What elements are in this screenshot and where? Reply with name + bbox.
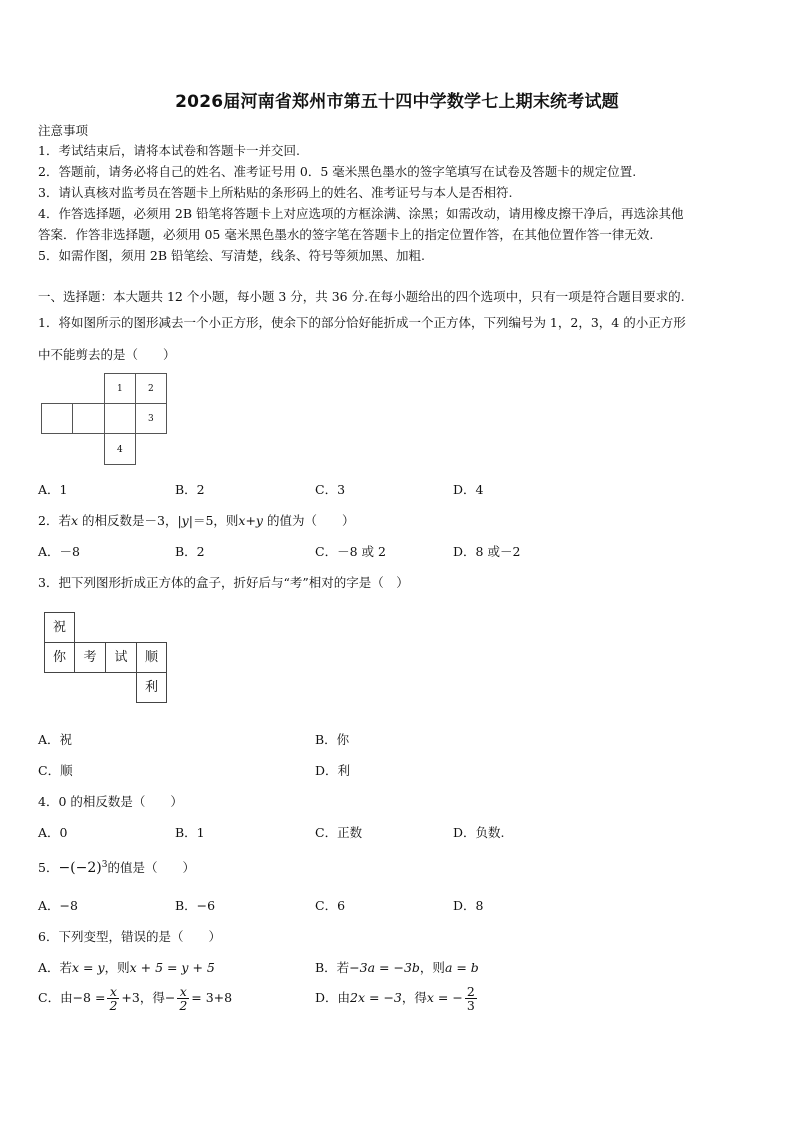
q5-option-c[interactable]: C．6 <box>315 898 346 913</box>
q5-number: 5． <box>38 860 59 875</box>
fraction-numerator: x <box>177 985 189 999</box>
net-square <box>104 403 136 434</box>
q6-c-math: = 3+8 <box>191 990 233 1006</box>
q2-option-a[interactable]: A．－8 <box>38 544 80 559</box>
q6-a-math: x = y <box>72 960 105 975</box>
q5-option-d[interactable]: D．8 <box>453 898 484 913</box>
q1-stem-line2: 中不能剪去的是（ ） <box>38 347 176 362</box>
net-square <box>41 403 73 434</box>
q3-option-c[interactable]: C．顺 <box>38 763 73 778</box>
q1-option-c[interactable]: C．3 <box>315 482 346 497</box>
q2-var-x: x <box>70 513 79 528</box>
notice-heading: 注意事项 <box>38 123 89 138</box>
fraction-denominator: 2 <box>179 998 188 1014</box>
q1-option-b[interactable]: B．2 <box>175 482 205 497</box>
q6-d-math: x = − <box>426 990 463 1006</box>
q6-d-mid: ，得 <box>401 990 427 1006</box>
q3-option-d[interactable]: D．利 <box>315 763 351 778</box>
net-square-3 <box>135 403 167 434</box>
q6-c-math: −8 = <box>72 990 106 1006</box>
q6-option-b[interactable] <box>315 958 479 976</box>
q6-d-math: 2x = −3 <box>350 990 402 1006</box>
q5-exponent: 3 <box>101 859 108 870</box>
q5-stem <box>38 858 195 876</box>
notice-item-2: 2．答题前，请务必将自己的姓名、准考证号用 0．5 毫米黑色墨水的签字笔填写在试卷及答题卡的规定位置. <box>38 164 637 179</box>
q1-net-figure <box>41 373 171 465</box>
page-title: 2026届河南省郑州市第五十四中学数学七上期末统考试题 <box>175 92 619 112</box>
q6-b-math: −3a = −3b <box>349 960 420 975</box>
q6-c-fraction <box>177 985 189 1012</box>
q4-option-b[interactable]: B．1 <box>175 825 205 840</box>
net-label-1: 1 <box>117 384 123 394</box>
q2-stem-part: 的相反数是－3， <box>78 513 178 528</box>
q4-stem: 4．0 的相反数是（ ） <box>38 794 183 809</box>
q6-c-math: − <box>164 990 176 1006</box>
q2-stem-part: 2．若 <box>38 513 71 528</box>
net-label-4: 4 <box>117 445 123 455</box>
net-square-1 <box>104 373 136 404</box>
net-square <box>72 403 105 434</box>
net-cell-ni: 你 <box>44 642 75 673</box>
q5-option-a[interactable]: A．−8 <box>38 898 78 913</box>
section-heading: 一、选择题：本大题共 12 个小题，每小题 3 分，共 36 分.在每小题给出的四个选项中，只有一项是符合题目要求的. <box>38 289 685 304</box>
q3-option-b[interactable]: B．你 <box>315 732 350 747</box>
fraction-numerator: x <box>107 985 119 999</box>
q2-x-plus-y: x+y <box>238 513 263 528</box>
net-cell-shun: 顺 <box>136 642 167 673</box>
q6-b-math: a = b <box>444 960 479 975</box>
fraction-numerator: 2 <box>466 984 475 999</box>
q6-a-math: x + 5 = y + 5 <box>129 960 215 975</box>
notice-item-3: 3．请认真核对监考员在答题卡上所粘贴的条形码上的姓名、准考证号与本人是否相符. <box>38 185 513 200</box>
net-cell-li: 利 <box>136 672 167 703</box>
fraction-denominator: 2 <box>109 998 118 1014</box>
q4-option-d[interactable]: D．负数. <box>453 825 505 840</box>
q1-stem-line1: 1．将如图所示的图形减去一个小正方形，使余下的部分恰好能折成一个正方体，下列编号为 1，2，3，4 的小正方形 <box>38 315 686 330</box>
q6-b-mid: ，则 <box>419 960 445 975</box>
q5-option-b[interactable]: B．−6 <box>175 898 216 913</box>
q6-c-math: +3，得 <box>121 990 165 1006</box>
q1-option-d[interactable]: D．4 <box>453 482 484 497</box>
net-label-3: 3 <box>148 414 154 424</box>
q6-d-fraction <box>465 985 477 1012</box>
fraction-denominator: 3 <box>466 998 475 1014</box>
notice-item-4: 4．作答选择题，必须用 2B 铅笔将答题卡上对应选项的方框涂满、涂黑；如需改动，请用橡皮擦干净后，再选涂其他 <box>38 206 684 221</box>
notice-item-1: 1．考试结束后，请将本试卷和答题卡一并交回. <box>38 143 300 158</box>
q6-option-d[interactable] <box>315 985 479 1012</box>
q6-a-mid: ，则 <box>104 960 130 975</box>
q1-option-a[interactable]: A．1 <box>38 482 68 497</box>
q6-a-label: A．若 <box>38 960 73 975</box>
q6-b-label: B．若 <box>315 960 350 975</box>
net-cell-kao: 考 <box>74 642 106 673</box>
net-square-2 <box>135 373 167 404</box>
q6-d-label: D．由 <box>315 990 351 1006</box>
q2-option-d[interactable]: D．8 或－2 <box>453 544 521 559</box>
q6-c-label: C．由 <box>38 990 73 1006</box>
notice-item-4-cont: 答案．作答非选择题，必须用 05 毫米黑色墨水的签字笔在答题卡上的指定位置作答，在其他位置作答一律无效. <box>38 227 654 242</box>
q6-option-a[interactable] <box>38 958 215 976</box>
q2-stem-part: 的值为（ ） <box>263 513 355 528</box>
q2-stem <box>38 511 354 529</box>
net-square-4 <box>104 433 136 465</box>
q4-option-a[interactable]: A．0 <box>38 825 68 840</box>
q3-stem: 3．把下列图形折成正方体的盒子，折好后与“考”相对的字是（ ） <box>38 575 409 590</box>
net-cell-zhu: 祝 <box>44 612 75 643</box>
q2-stem-part: ＝5，则 <box>192 513 239 528</box>
notice-item-5: 5．如需作图，须用 2B 铅笔绘、写清楚，线条、符号等须加黑、加粗. <box>38 248 426 263</box>
q3-net-figure <box>44 612 168 704</box>
q2-option-c[interactable]: C．－8 或 2 <box>315 544 386 559</box>
q5-expression: −(−2) <box>58 860 102 876</box>
q4-option-c[interactable]: C．正数 <box>315 825 363 840</box>
q6-option-c[interactable] <box>38 985 232 1012</box>
q2-option-b[interactable]: B．2 <box>175 544 205 559</box>
q6-c-fraction <box>107 985 119 1012</box>
q2-abs-y: |y| <box>177 513 193 528</box>
net-cell-shi: 试 <box>105 642 137 673</box>
q5-stem-tail: 的值是（ ） <box>107 860 195 875</box>
q3-option-a[interactable]: A．祝 <box>38 732 73 747</box>
q6-stem: 6．下列变型，错误的是（ ） <box>38 929 221 944</box>
net-label-2: 2 <box>148 384 154 394</box>
